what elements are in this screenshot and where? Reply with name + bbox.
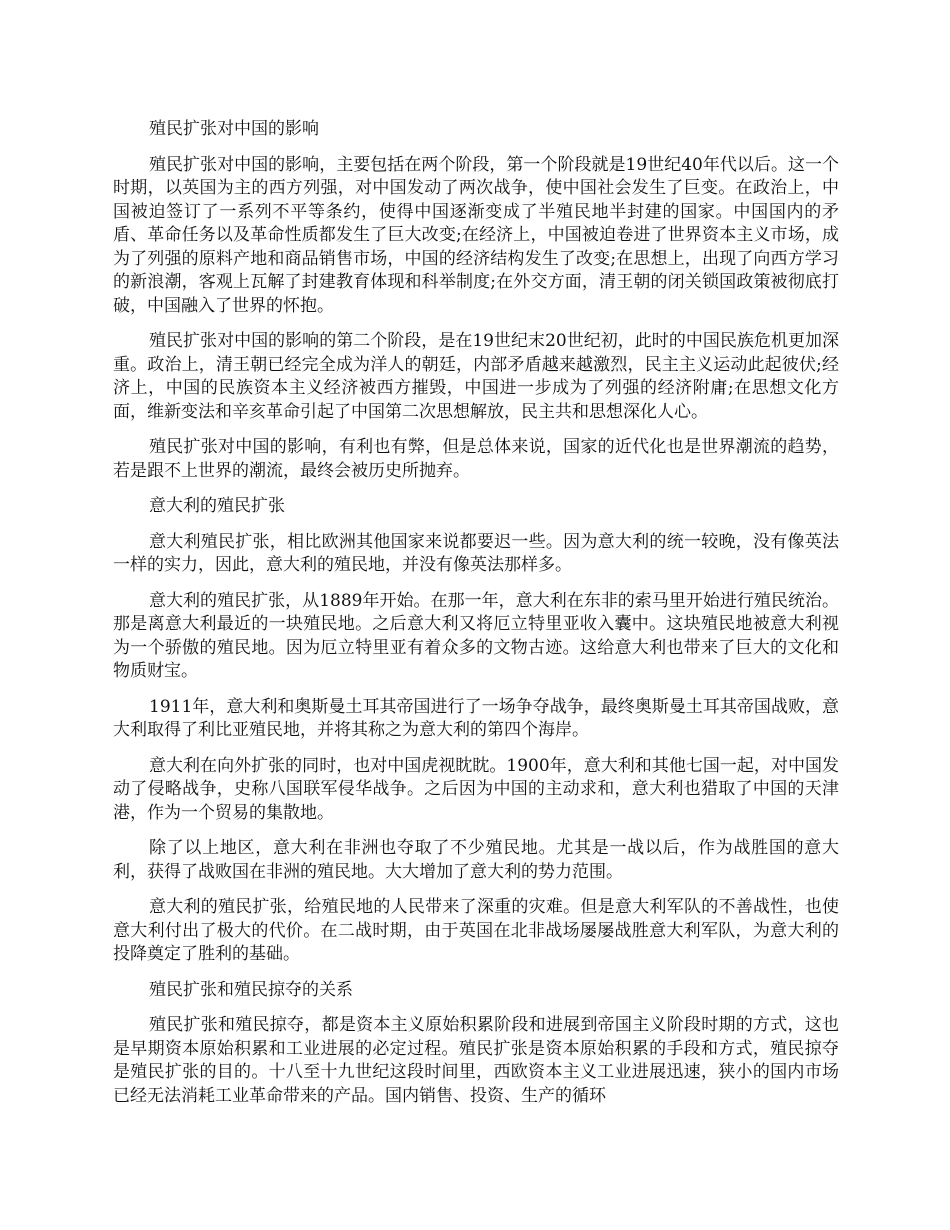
document-body <box>113 118 839 1120</box>
paragraph: 殖民扩张对中国的影响，有利也有弊，但是总体来说，国家的近代化也是世界潮流的趋势，若是跟不上世界的潮流，最终会被历史所抛弃。 <box>113 437 839 481</box>
paragraph: 意大利的殖民扩张，从1889年开始。在那一年，意大利在东非的索马里开始进行殖民统治。那是离意大利最近的一块殖民地。之后意大利又将厄立特里亚收入囊中。这块殖民地被意大利视为一个骄傲的殖民地。因为厄立特里亚有着众多的文物古迹。这给意大利也带来了巨大的文化和物质财宝。 <box>113 590 839 681</box>
paragraph: 意大利的殖民扩张，给殖民地的人民带来了深重的灾难。但是意大利军队的不善战性，也使意大利付出了极大的代价。在二战时期，由于英国在北非战场屡屡战胜意大利军队，为意大利的投降奠定了胜利的基础。 <box>113 897 839 964</box>
section-heading-china-impact: 殖民扩张对中国的影响 <box>149 119 319 139</box>
paragraph: 殖民扩张对中国的影响的第二个阶段，是在19世纪末20世纪初，此时的中国民族危机更加深重。政治上，清王朝已经完全成为洋人的朝廷，内部矛盾越来越激烈，民主主义运动此起彼伏;经济上，中国的民族资本主义经济被西方摧毁，中国进一步成为了列强的经济附庸;在思想文化方面，维新变法和辛亥革命引起了中国第二次思想解放，民主共和思想深化人心。 <box>113 331 839 422</box>
paragraph: 意大利在向外扩张的同时，也对中国虎视眈眈。1900年，意大利和其他七国一起，对中国发动了侵略战争，史称八国联军侵华战争。之后因为中国的主动求和，意大利也猎取了中国的天津港，作为一个贸易的集散地。 <box>113 755 839 823</box>
paragraph: 殖民扩张和殖民掠夺，都是资本主义原始积累阶段和进展到帝国主义阶段时期的方式，这也是早期资本原始积累和工业进展的必定过程。殖民扩张是资本原始积累的手段和方式，殖民掠夺是殖民扩张的目的。十八至十九世纪这段时间里，西欧资本主义工业进展迅速，狭小的国内市场已经无法消耗工业革命带来的产品。国内销售、投资、生产的循环 <box>113 1015 839 1106</box>
section-heading-italy-expansion: 意大利的殖民扩张 <box>149 496 285 516</box>
paragraph: 除了以上地区，意大利在非洲也夺取了不少殖民地。尤其是一战以后，作为战胜国的意大利，获得了战败国在非洲的殖民地。大大增加了意大利的势力范围。 <box>113 838 839 882</box>
paragraph: 意大利殖民扩张，相比欧洲其他国家来说都要迟一些。因为意大利的统一较晚，没有像英法一样的实力，因此，意大利的殖民地，并没有像英法那样多。 <box>113 531 839 575</box>
section-heading-expansion-plunder: 殖民扩张和殖民掠夺的关系 <box>149 979 353 1000</box>
paragraph: 殖民扩张对中国的影响，主要包括在两个阶段，第一个阶段就是19世纪40年代以后。这一个时期，以英国为主的西方列强，对中国发动了两次战争，使中国社会发生了巨变。在政治上，中国被迫签订了一系列不平等条约，使得中国逐渐变成了半殖民地半封建的国家。中国国内的矛盾、革命任务以及革命性质都发生了巨大改变;在经济上，中国被迫卷进了世界资本主义市场，成为了列强的原料产地和商品销售市场，中国的经济结构发生了改变;在思想上，出现了向西方学习的新浪潮，客观上瓦解了封建教育体现和科举制度;在外交方面，清王朝的闭关锁国政策被彻底打破，中国融入了世界的怀抱。 <box>113 154 839 316</box>
paragraph: 1911年，意大利和奥斯曼土耳其帝国进行了一场争夺战争，最终奥斯曼土耳其帝国战败，意大利取得了利比亚殖民地，并将其称之为意大利的第四个海岸。 <box>113 696 839 740</box>
